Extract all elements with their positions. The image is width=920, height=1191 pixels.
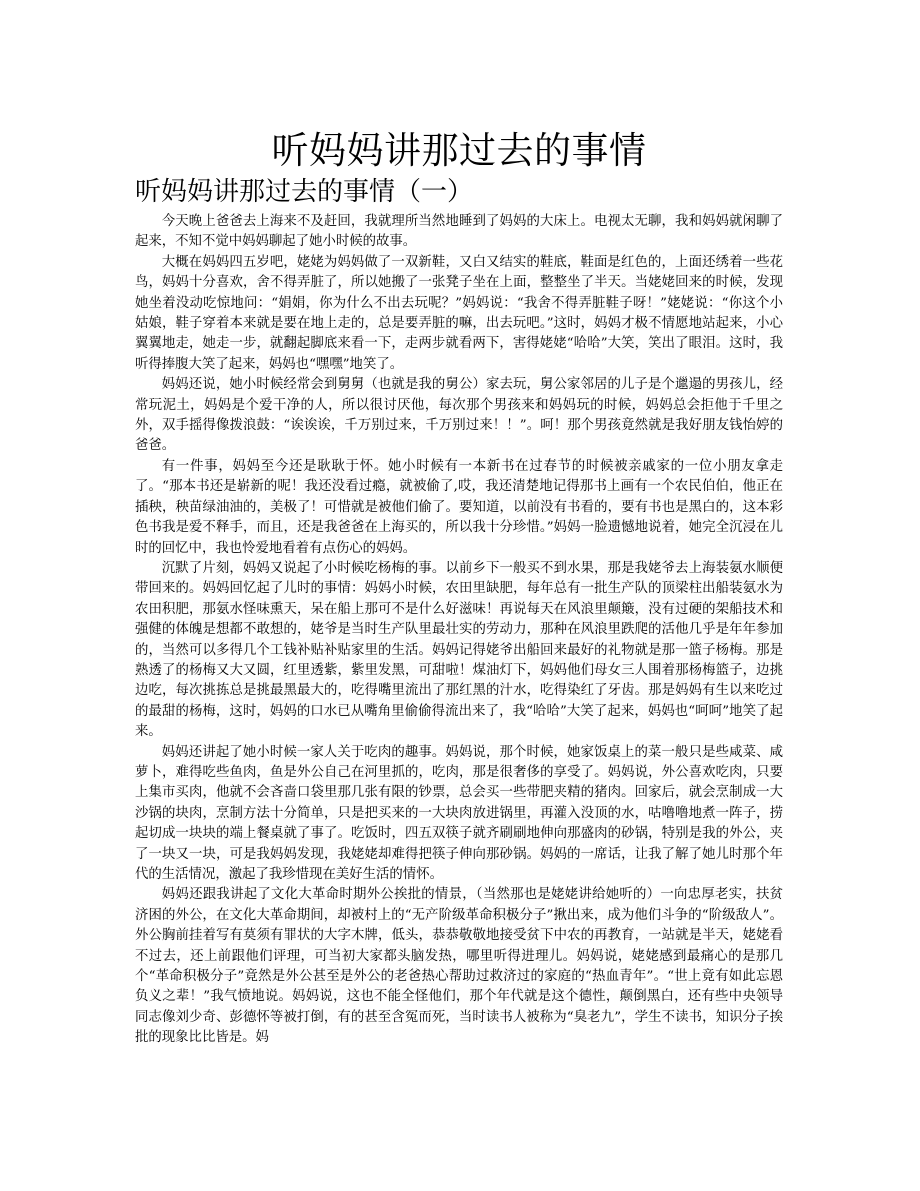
paragraph: 有一件事，妈妈至今还是耿耿于怀。她小时候有一本新书在过春节的时候被亲戚家的一位小朋友拿走了。“那本书还是崭新的呢！我还没看过瘾，就被偷了,哎，我还清楚地记得那书上画有一个农民伯伯，他正在插秧，秧苗绿油油的，美极了！可惜就是被他们偷了。要知道，以前没有书看的，要有书也是黑白的，这本彩色书我是爱不释手，而且，还是我爸爸在上海买的，所以我十分珍惜。”妈妈一脸遗憾地说着，她完全沉浸在儿时的回忆中，我也怜爱地看着有点伤心的妈妈。 <box>135 458 783 556</box>
paragraph: 沉默了片刻，妈妈又说起了小时候吃杨梅的事。以前乡下一般买不到水果，那是我姥爷去上海装氨水顺便带回来的。妈妈回忆起了儿时的事情：妈妈小时候，农田里缺肥，每年总有一批生产队的顶梁柱出船装氨水为农田积肥，那氨水怪味熏天，呆在船上那可不是什么好滋味！再说每天在风浪里颠簸，没有过硬的架船技术和强健的体魄是想都不敢想的，姥爷是当时生产队里最壮实的劳动力，那种在风浪里跌爬的活他几乎是年年参加的，当然可以多得几个工钱补贴补贴家里的生活。妈妈记得姥爷出船回来最好的礼物就是那一篮子杨梅。那是熟透了的杨梅又大又圆，红里透紫，紫里发黑，可甜啦！煤油灯下，妈妈他们母女三人围着那杨梅篮子，边挑边吃，每次挑拣总是挑最黑最大的，吃得嘴里流出了那红黑的汁水，吃得染红了牙齿。那是妈妈有生以来吃过的最甜的杨梅，这时，妈妈的口水已从嘴角里偷偷得流出来了，我“哈哈”大笑了起来，妈妈也“呵呵”地笑了起来。 <box>135 560 783 740</box>
paragraph: 妈妈还跟我讲起了文化大革命时期外公挨批的情景，（当然那也是姥姥讲给她听的）一向忠厚老实，扶贫济困的外公，在文化大革命期间，却被村上的“无产阶级革命积极分子”揪出来，成为他们斗争的“阶级敌人”。外公胸前挂着写有莫须有罪状的大字木牌，低头，恭恭敬敬地接受贫下中农的再教育，一站就是半天，姥姥看不过去，还上前跟他们评理，可当初大家都头脑发热，哪里听得进理儿。妈妈说，姥姥感到最痛心的是那几个“革命积极分子”竟然是外公甚至是外公的老爸热心帮助过救济过的家庭的“热血青年”。“世上竟有如此忘恩负义之辈！”我气愤地说。妈妈说，这也不能全怪他们，那个年代就是这个德性，颠倒黑白，还有些中央领导同志像刘少奇、彭德怀等被打倒，有的甚至含冤而死，当时读书人被称为“臭老九”，学生不读书，知识分子挨批的现象比比皆是。妈 <box>135 887 783 1046</box>
paragraph: 妈妈还讲起了她小时候一家人关于吃肉的趣事。妈妈说，那个时候，她家饭桌上的菜一般只是些咸菜、咸萝卜，难得吃些鱼肉，鱼是外公自己在河里抓的，吃肉，那是很奢侈的享受了。妈妈说，外公喜欢吃肉，只要上集市买肉，他就不会吝啬口袋里那几张有限的钞票，总会买一些带肥夹精的猪肉。回家后，就会烹制成一大沙锅的块肉，烹制方法十分简单，只是把买来的一大块肉放进锅里，再灌入没顶的水，咕噜噜地煮一阵子，捞起切成一块块的端上餐桌就了事了。吃饭时，四五双筷子就齐刷刷地伸向那盛肉的砂锅，特别是我的外公，夹了一块又一块，可是我妈妈发现，我姥姥却难得把筷子伸向那砂锅。妈妈的一席话，让我了解了她儿时那个年代的生活情况，激起了我珍惜现在美好生活的情怀。 <box>135 744 783 882</box>
paragraph: 妈妈还说，她小时候经常会到舅舅（也就是我的舅公）家去玩，舅公家邻居的儿子是个邋遢的男孩儿，经常玩泥土，妈妈是个爱干净的人，所以很讨厌他，每次那个男孩来和妈妈玩的时候，妈妈总会拒他于千里之外，双手摇得像拨浪鼓：“诶诶诶，千万别过来，千万别过来！！”。呵！那个男孩竟然就是我好朋友钱怡婷的爸爸。 <box>135 377 783 454</box>
paragraph: 今天晚上爸爸去上海来不及赶回，我就理所当然地睡到了妈妈的大床上。电视太无聊，我和妈妈就闲聊了起来，不知不觉中妈妈聊起了她小时候的故事。 <box>135 214 783 250</box>
document-page <box>135 128 783 1049</box>
document-title: 听妈妈讲那过去的事情 <box>271 129 647 172</box>
paragraph: 大概在妈妈四五岁吧，姥姥为妈妈做了一双新鞋，又白又结实的鞋底，鞋面是红色的，上面还绣着一些花鸟，妈妈十分喜欢，舍不得弄脏了，所以她搬了一张凳子坐在上面，整整坐了半天。当姥姥回来的时候，发现她坐着没动吃惊地问：“娟娟，你为什么不出去玩呢？”妈妈说：“我舍不得弄脏鞋子呀！”姥姥说：“你这个小姑娘，鞋子穿着本来就是要在地上走的，总是要弄脏的嘛，出去玩吧。”这时，妈妈才极不情愿地站起来，小心翼翼地走，她走一步，就翻起脚底来看一下，走两步就看两下，害得姥姥“哈哈”大笑，笑出了眼泪。这时，我听得捧腹大笑了起来，妈妈也“嘿嘿”地笑了。 <box>135 254 783 372</box>
section-title: 听妈妈讲那过去的事情（一） <box>135 177 474 207</box>
